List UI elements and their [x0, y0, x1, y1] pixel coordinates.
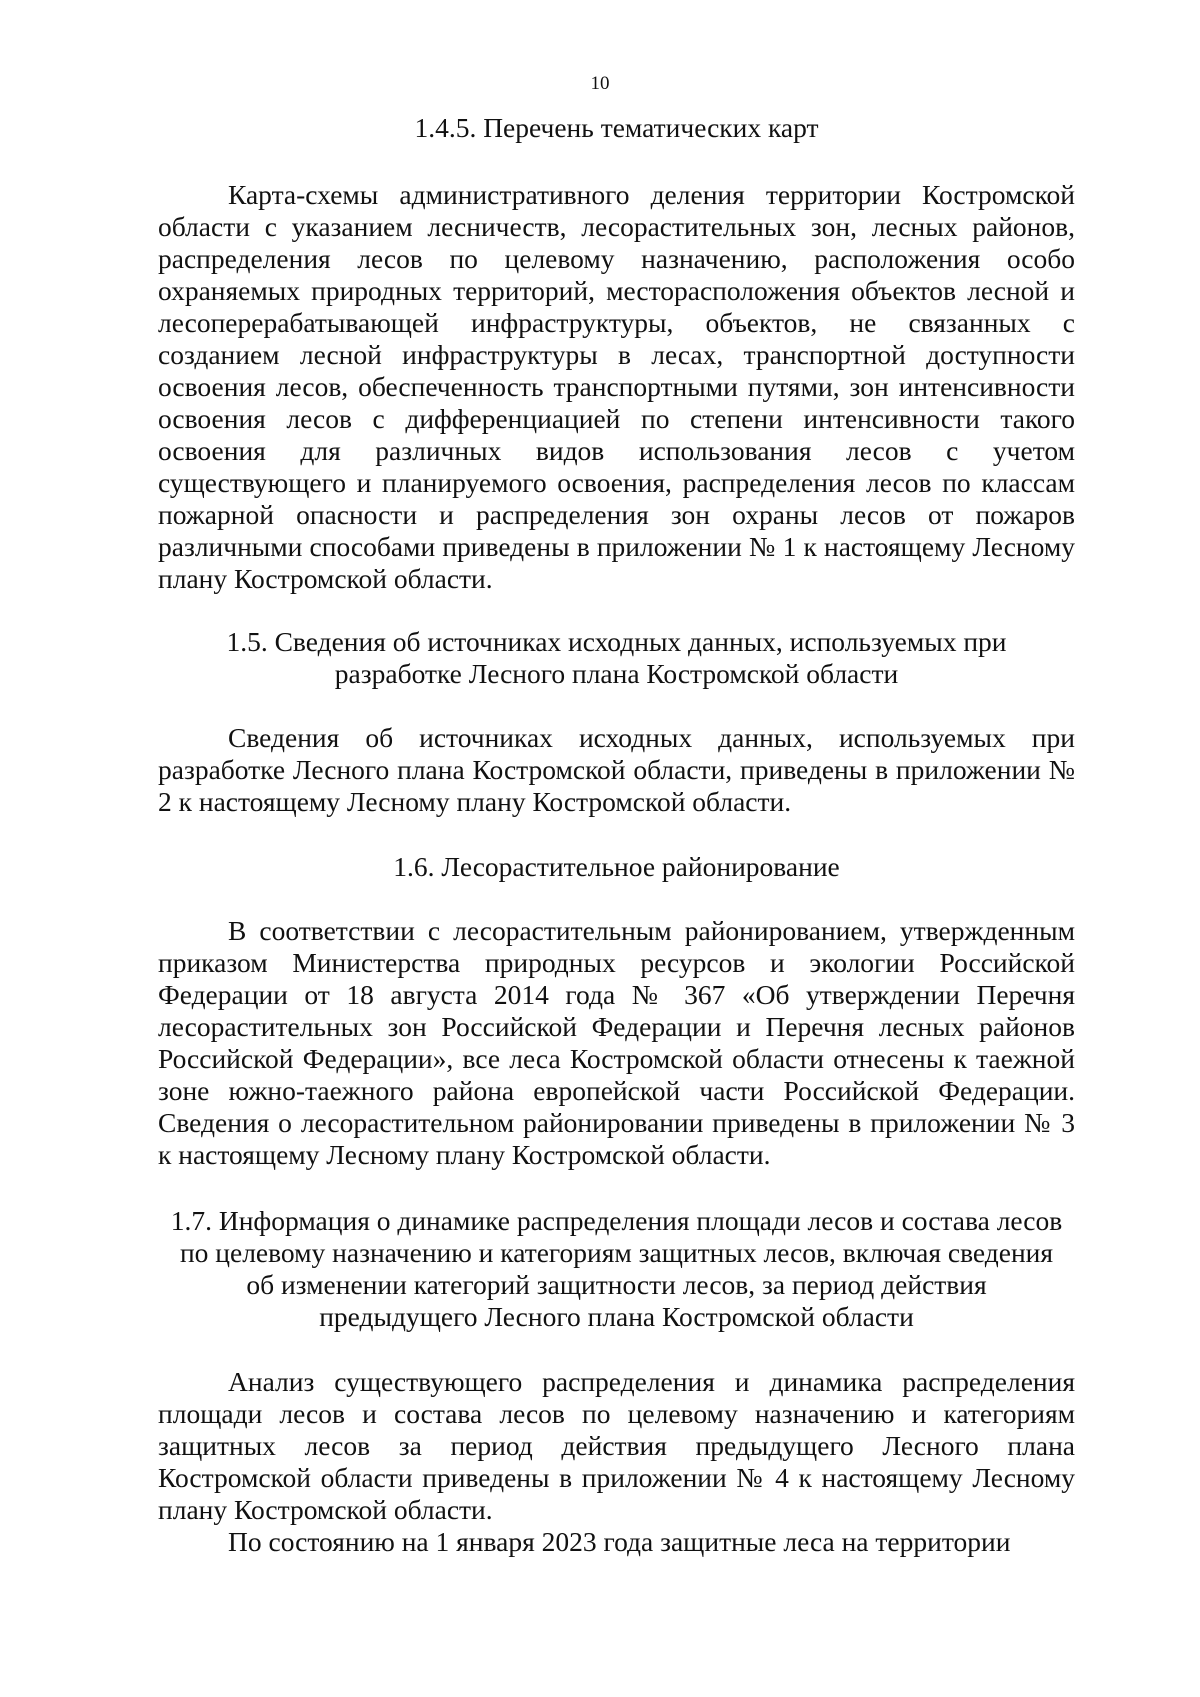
section-heading: 1.4.5. Перечень тематических карт [414, 112, 819, 143]
section-heading: 1.5. Сведения об источниках исходных данных, используемых при разработке Лесного плана Костромской области [226, 626, 1007, 689]
section-1-4-5 [158, 112, 1075, 595]
section-paragraph: По состоянию на 1 января 2023 года защитные леса на территории [228, 1526, 1011, 1557]
section-heading: 1.6. Лесорастительное районирование [393, 851, 840, 882]
section-1-5 [158, 626, 1075, 818]
section-1-6 [158, 851, 1075, 1171]
section-heading: 1.7. Информация о динамике распределения площади лесов и состава лесов по целевому назначению и категориям защитных лесов, включая сведения об изменении категорий защитности лесов, за период действия предыдущего Лесного плана Костромской области [170, 1205, 1063, 1332]
page-number: 10 [590, 73, 610, 94]
section-paragraph: Сведения об источниках исходных данных, используемых при разработке Лесного плана Костромской области, приведены в приложении № 2 к настоящему Лесному плану Костромской области. [158, 722, 1075, 817]
section-paragraph: В соответствии с лесорастительным районированием, утвержденным приказом Министерства природных ресурсов и экологии Российской Федерации от 18 августа 2014 года № 367 «Об утверждении Перечня лесорастительных зон Российской Федерации и Перечня лесных районов Российской Федерации», все леса Костромской области отнесены к таежной зоне южно-таежного района европейской части Российской Федерации. Сведения о лесорастительном районировании приведены в приложении № 3 к настоящему Лесному плану Костромской области. [158, 915, 1075, 1170]
section-paragraph: Анализ существующего распределения и динамика распределения площади лесов и состава лесов по целевому назначению и категориям защитных лесов за период действия предыдущего Лесного плана Костромской области приведены в приложении № 4 к настоящему Лесному плану Костромской области. [158, 1366, 1075, 1525]
section-1-7 [158, 1205, 1075, 1558]
page-content [158, 112, 1075, 1558]
section-paragraph: Карта-схемы административного деления территории Костромской области с указанием лесничеств, лесорастительных зон, лесных районов, распределения лесов по целевому назначению, расположения особо охраняемых природных территорий, месторасположения объектов лесной и лесоперерабатывающей инфраструктуры, объектов, не связанных с созданием лесной инфраструктуры в лесах, транспортной доступности освоения лесов, обеспеченность транспортными путями, зон интенсивности освоения лесов с дифференциацией по степени интенсивности такого освоения для различных видов использования лесов с учетом существующего и планируемого освоения, распределения лесов по классам пожарной опасности и распределения зон охраны лесов от пожаров различными способами приведены в приложении № 1 к настоящему Лесному плану Костромской области. [158, 179, 1075, 594]
